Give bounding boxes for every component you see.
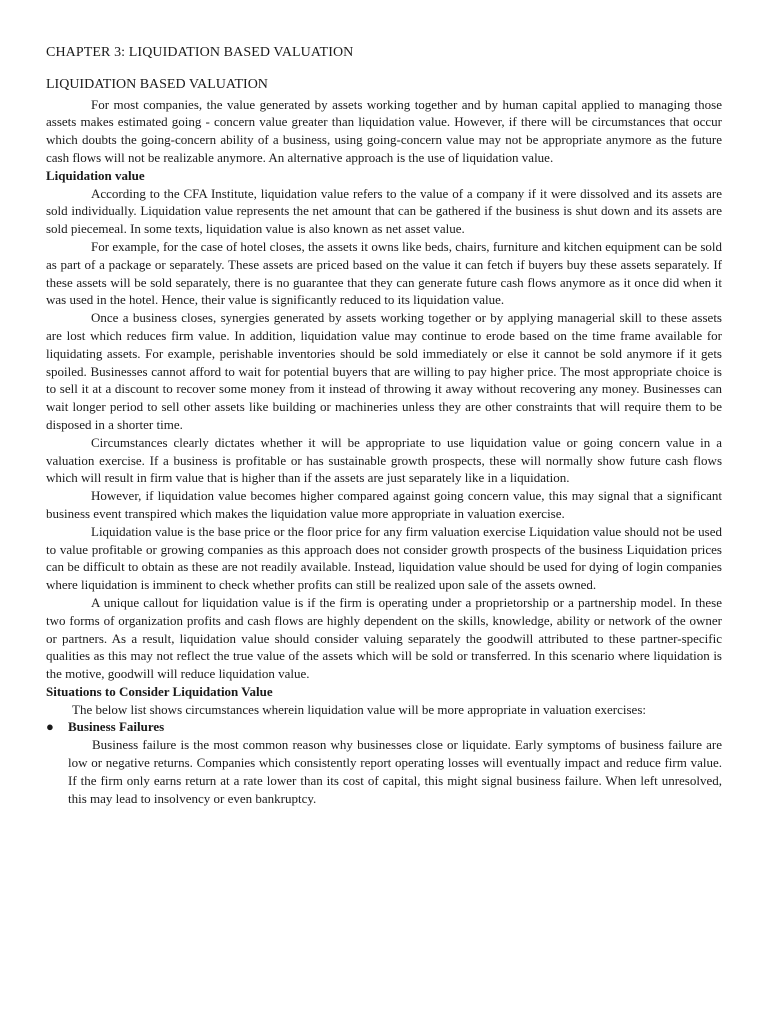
bullet-text: Business failure is the most common reason why businesses close or liquidate. Early symptoms of business failure are low or negative returns. Companies which consistently report operating losses will eventually impact and reduce firm value. If the firm only earns return at a rate lower than its cost of capital, this might signal business failure. When left unresolved, this may lead to insolvency or even bankruptcy. <box>68 737 722 806</box>
document-page <box>46 44 722 807</box>
paragraph: Once a business closes, synergies generated by assets working together or by applying managerial skill to these assets are lost which reduces firm value. In addition, liquidation value may continue to erode based on the time frame available for liquidating assets. For example, perishable inventories should be sold immediately or else it cannot be sold anymore if it gets spoiled. Businesses cannot afford to wait for potential buyers that are willing to pay higher price. The most appropriate choice is to sell it at a discount to recover some money from it instead of throwing it away without recovering any money. Businesses can wait longer period to sell other assets like building or machineries unless they are other constraints that will require them to be disposed in a shorter time. <box>46 310 722 432</box>
paragraph: A unique callout for liquidation value is if the firm is operating under a proprietorship or a partnership model. In these two forms of organization profits and cash flows are highly dependent on the skills, knowledge, ability or network of the owner or partners. As a result, liquidation value should consider valuing separately the goodwill attributed to these partner-specific qualities as this may not reflect the true value of the assets which will be sold or transferred. In this scenario where liquidation is the motive, goodwill will reduce liquidation value. <box>46 594 722 682</box>
situations-intro: The below list shows circumstances wherein liquidation value will be more appropriate in valuation exercises: <box>72 701 646 717</box>
bullet-header <box>46 718 722 736</box>
paragraph: However, if liquidation value becomes higher compared against going concern value, this may signal that a significant business event transpired which makes the liquidation value more appropriate in valuation exercise. <box>46 488 722 521</box>
paragraph: According to the CFA Institute, liquidation value refers to the value of a company if it were dissolved and its assets are sold individually. Liquidation value represents the net amount that can be gathered if the business is shut down and its assets are sold piecemeal. In some texts, liquidation value is also known as net asset value. <box>46 185 722 237</box>
bullet-item <box>46 718 722 807</box>
paragraph: Liquidation value is the base price or the floor price for any firm valuation exercise Liquidation value should not be used to value profitable or growing companies as this approach does not consider growth prospects of the business Liquidation prices can be difficult to obtain as these are not readily available. Instead, liquidation value should be used for dying of login companies where liquidation is imminent to check whether profits can still be realized upon sale of the assets owned. <box>46 523 722 593</box>
situations-heading: Situations to Consider Liquidation Value <box>46 683 273 699</box>
paragraph: Circumstances clearly dictates whether it will be appropriate to use liquidation value or going concern value in a valuation exercise. If a business is profitable or has sustainable growth prospects, these will normally show future cash flows which will result in firm value that is higher than if the assets are just separately like in a liquidation. <box>46 434 722 486</box>
section-title: LIQUIDATION BASED VALUATION <box>46 76 268 92</box>
intro-paragraph: For most companies, the value generated by assets working together and by human capital applied to managing those assets makes estimated going - concern value greater than liquidation value. However, if there will be circumstances that occur which doubts the going-concern ability of a business, using going-concern value may not be appropriate anymore as the future cash flows will not be realizable anymore. An alternative approach is the use of liquidation value. <box>46 96 722 165</box>
bullet-body <box>68 736 722 807</box>
bullet-icon: ● <box>46 719 54 735</box>
chapter-title: CHAPTER 3: LIQUIDATION BASED VALUATION <box>46 45 354 60</box>
liquidation-value-heading: Liquidation value <box>46 167 145 183</box>
bullet-label: Business Failures <box>68 719 165 735</box>
paragraph: For example, for the case of hotel closes, the assets it owns like beds, chairs, furniture and kitchen equipment can be sold as part of a package or separately. These assets are priced based on the value it can fetch if buyers buy these assets separately. If these assets will be sold separately, there is no guarantee that they can generate future cash flows anymore as it once did when it was used in the hotel. Hence, their value is significantly reduced to its liquidation value. <box>46 238 722 308</box>
